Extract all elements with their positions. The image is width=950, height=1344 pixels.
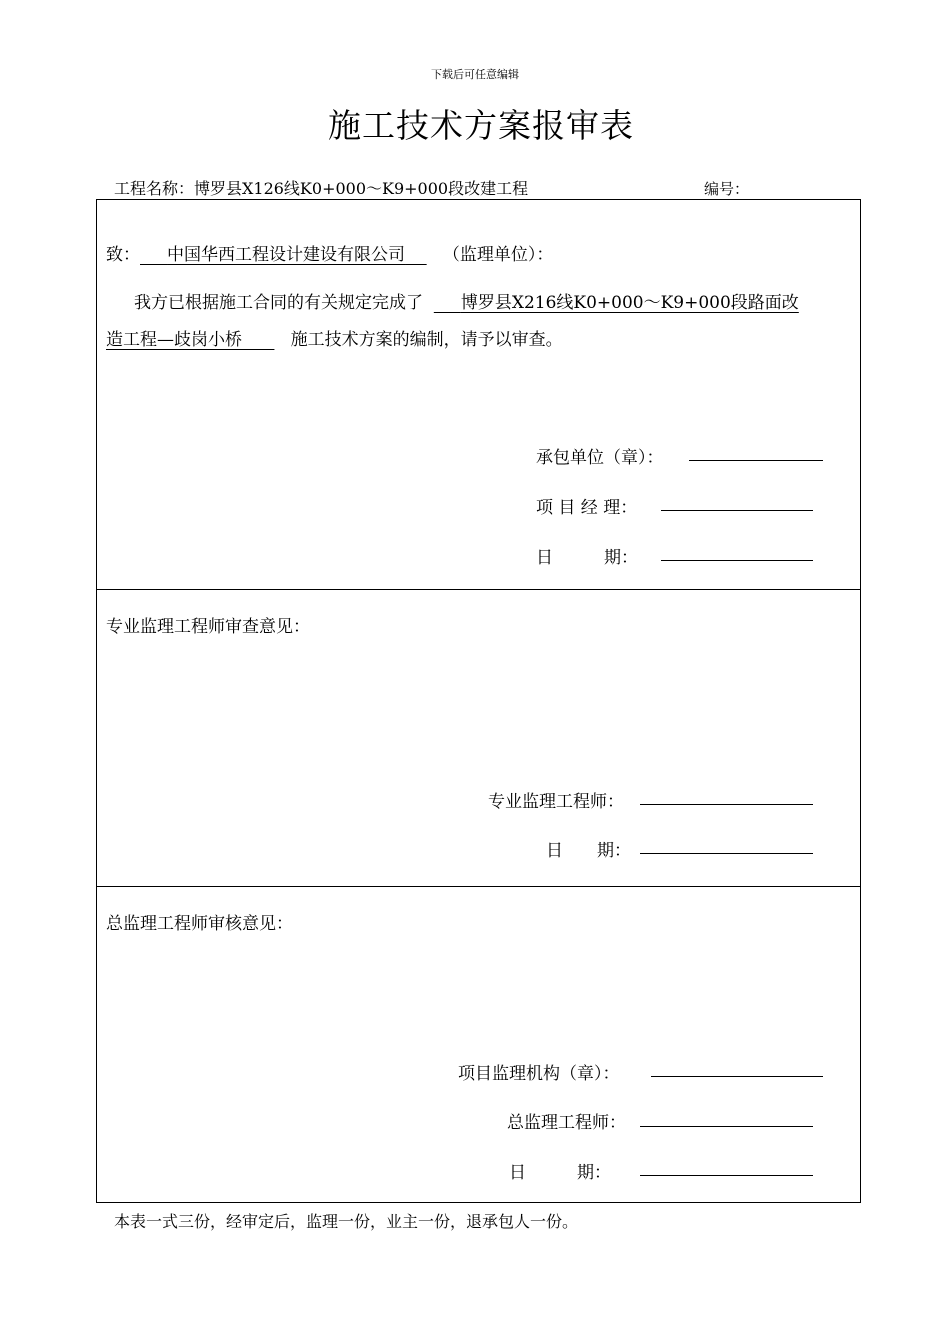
download-watermark: 下载后可任意编辑	[431, 68, 519, 81]
specialist-engineer-label: 专业监理工程师：	[488, 792, 624, 812]
project-manager-label: 项 目 经 理：	[536, 498, 638, 518]
submission-text-line-1	[134, 288, 799, 313]
project-title-part-1: 博罗县X216线K0+000～K9+000段路面改	[460, 293, 799, 313]
submission-text-line-2	[106, 325, 563, 350]
supervision-company: 中国华西工程设计建设有限公司	[167, 245, 406, 265]
supervision-org-field	[651, 1076, 823, 1077]
chief-review-heading: 总监理工程师审核意见：	[106, 914, 293, 934]
section-divider-1	[96, 589, 861, 590]
contractor-date-label: 日 期：	[536, 548, 638, 568]
form-title: 施工技术方案报审表	[328, 106, 634, 145]
chief-engineer-label: 总监理工程师：	[507, 1113, 626, 1133]
specialist-date-label: 日 期：	[546, 841, 631, 861]
addressee-line	[106, 240, 553, 265]
contractor-seal-field	[689, 460, 823, 461]
section-divider-2	[96, 886, 861, 887]
submission-suffix: 施工技术方案的编制，请予以审查。	[290, 330, 563, 350]
submission-prefix: 我方已根据施工合同的有关规定完成了	[134, 293, 423, 313]
distribution-note: 本表一式三份，经审定后，监理一份，业主一份，退承包人一份。	[114, 1212, 579, 1231]
to-prefix: 致：	[106, 245, 140, 265]
supervision-unit-label: （监理单位）：	[442, 245, 554, 265]
contractor-date-field	[661, 560, 813, 561]
project-name: 工程名称：博罗县X126线K0+000～K9+000段改建工程	[114, 179, 529, 198]
form-number-label: 编号：	[704, 180, 750, 198]
specialist-review-heading: 专业监理工程师审查意见：	[106, 617, 310, 637]
contractor-seal-label: 承包单位（章）：	[536, 448, 664, 468]
project-title-part-2: 造工程—歧岗小桥	[106, 330, 242, 350]
supervision-org-label: 项目监理机构（章）：	[458, 1064, 620, 1084]
project-manager-field	[661, 510, 813, 511]
specialist-engineer-field	[640, 804, 813, 805]
chief-engineer-field	[640, 1126, 813, 1127]
chief-date-label: 日 期：	[509, 1163, 611, 1183]
specialist-date-field	[640, 853, 813, 854]
chief-date-field	[640, 1175, 813, 1176]
